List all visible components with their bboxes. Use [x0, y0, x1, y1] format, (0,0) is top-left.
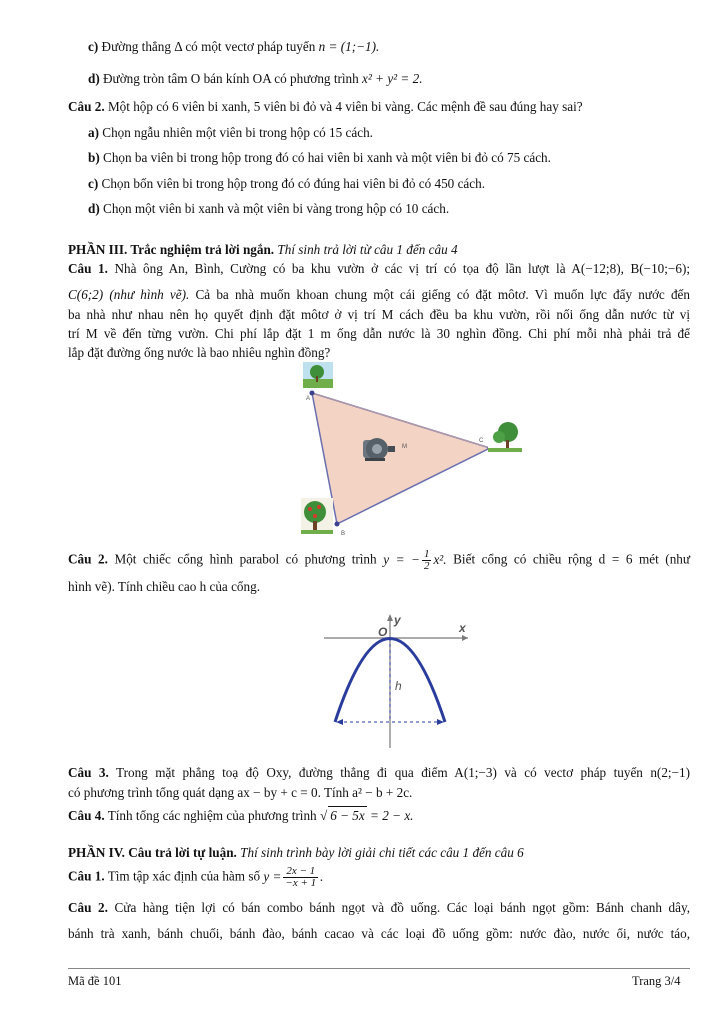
eq-prefix: y = −	[383, 551, 420, 567]
eq-numerator: 1	[423, 548, 430, 560]
function-denominator: −x + 1	[285, 877, 317, 889]
q2-option-b	[88, 149, 551, 166]
question-text: ba nhà như nhau nên họ quyết định đặt môtơ ở vị trí M cách đều ba khu vườn, rồi nối ống dẫn nước từ vị	[68, 307, 690, 322]
option-math: x² + y² = 2.	[362, 71, 423, 86]
option-label: c)	[88, 39, 99, 54]
label-c: C	[479, 438, 484, 444]
option-text: Chọn ngẫu nhiên một viên bi trong hộp có 15 cách.	[102, 125, 373, 140]
section-title: PHẦN IV. Câu trả lời tự luận.	[68, 845, 237, 860]
p3-q1-line5	[68, 344, 330, 361]
q2-option-d	[88, 200, 449, 217]
question-label: Câu 2.	[68, 551, 108, 567]
question-text: Một hộp có 6 viên bi xanh, 5 viên bi đỏ và 4 viên bi vàng. Các mệnh đề sau đúng hay sai?	[107, 99, 583, 114]
question-text: trí M về đến từng vườn. Chi phí lắp đặt 1 m ống dẫn nước là 30 nghìn đồng. Chi phí mỗi nhà phải trả để	[68, 326, 690, 341]
option-math: n = (1;−1).	[318, 39, 380, 54]
x-axis-arrow	[462, 635, 468, 641]
figure-note: (như hình vẽ).	[109, 287, 190, 302]
equation-rhs: = 2 − x.	[370, 808, 414, 823]
option-text: Chọn một viên bi xanh và một viên bi vàng trong hộp có 10 cách.	[103, 201, 450, 216]
question-label: Câu 1.	[68, 261, 108, 276]
part2-option-d	[88, 70, 423, 87]
function-lhs: y =	[263, 868, 282, 884]
question-text: Cả ba nhà muốn khoan chung một cái giếng có đặt môtơ. Vì muốn lực đẩy nước đến	[195, 287, 691, 302]
q2-option-a	[88, 124, 373, 141]
option-text: Chọn bốn viên bi trong hộp trong đó có đúng hai viên bi đỏ có 450 cách.	[101, 176, 486, 191]
question-label: Câu 1.	[68, 868, 105, 884]
question-label: Câu 4.	[68, 808, 105, 823]
garden-c-tree-icon	[488, 418, 522, 452]
function-fraction	[283, 866, 318, 889]
question-text: lắp đặt đường ống nước là bao nhiêu nghìn đồng?	[68, 345, 331, 360]
p3-q1-line4	[68, 325, 690, 342]
page-number: Trang 3/4	[632, 974, 681, 988]
p3-q4	[68, 806, 413, 824]
question-text: Tìm tập xác định của hàm số	[107, 868, 261, 884]
label-x: x	[459, 621, 466, 635]
section-note: Thí sinh trình bày lời giải chi tiết các câu 1 đến câu 6	[240, 845, 524, 860]
option-label: a)	[88, 125, 99, 140]
p3-q2-line1	[68, 549, 690, 572]
question-text: Biết cổng có chiều rộng d = 6 mét (như	[453, 551, 691, 567]
p4-q2-line2	[68, 925, 690, 942]
vertex-b	[335, 522, 340, 527]
section-note: Thí sinh trả lời từ câu 1 đến câu 4	[277, 242, 458, 257]
radical-equation: √ 6 − 5x = 2 − x.	[319, 808, 414, 823]
question-text: hình vẽ). Tính chiều cao h của cổng.	[68, 579, 261, 594]
question-text: Trong mặt phẳng toạ độ Oxy, đường thẳng đi qua điểm A(1;−3) và có vectơ pháp tuyến n(2;−1)	[116, 765, 691, 780]
p3-q1-line1	[68, 260, 690, 277]
question-label: Câu 2.	[68, 900, 108, 915]
function-expression: y = $\frac{2x - 1}{-x + 1}$ .	[263, 865, 324, 889]
option-text: Chọn ba viên bi trong hộp trong đó có hai viên bi xanh và một viên bi đỏ có 75 cách.	[103, 150, 551, 165]
label-h: h	[395, 679, 402, 693]
option-label: c)	[88, 176, 99, 191]
eq-denominator: 2	[423, 560, 430, 572]
y-axis-arrow	[387, 614, 393, 621]
option-text: Đường tròn tâm O bán kính OA có phương trình	[103, 71, 359, 86]
option-label: d)	[88, 201, 100, 216]
label-y: y	[394, 613, 401, 627]
p4-q1	[68, 866, 323, 889]
part3-heading	[68, 241, 458, 258]
option-label: b)	[88, 150, 100, 165]
label-m: M	[402, 444, 407, 450]
p4-q2-line1	[68, 899, 690, 916]
garden-a-tree-icon	[303, 362, 333, 388]
part2-option-c	[88, 38, 379, 55]
question-text: Một chiếc cổng hình parabol có phương trình	[114, 551, 377, 567]
q2-option-c	[88, 175, 485, 192]
question-text: bánh trà xanh, bánh chuối, bánh đào, bánh cacao và các loại đồ uống gồm: nước đào, nước ổi, nước táo,	[68, 926, 690, 941]
question-text: Nhà ông An, Bình, Cường có ba khu vườn ở các vị trí có tọa độ lần lượt là A(−12;8), B(−10;−6);	[114, 261, 691, 276]
parabola-figure	[318, 610, 478, 752]
p3-q1-line3	[68, 306, 690, 323]
option-text: Đường thẳng Δ có một vectơ pháp tuyến	[101, 39, 316, 54]
footer-divider	[68, 968, 690, 969]
section-title: PHẦN III. Trắc nghiệm trả lời ngắn.	[68, 242, 275, 257]
eq-fraction	[422, 549, 432, 572]
question-text: có phương trình tổng quát dạng ax − by + c = 0. Tính a² − b + 2c.	[68, 785, 413, 800]
vertex-a	[310, 391, 315, 396]
question-text: Cửa hàng tiện lợi có bán combo bánh ngọt và đồ uống. Các loại bánh ngọt gồm: Bánh chanh dây,	[114, 900, 691, 915]
exam-code: Mã đề 101	[68, 974, 122, 988]
eq-suffix: x².	[433, 551, 447, 567]
label-a: A	[306, 396, 311, 402]
question-label: Câu 2.	[68, 99, 105, 114]
triangle-figure	[295, 360, 530, 540]
label-o: O	[378, 625, 388, 639]
p3-q1-line2	[68, 286, 690, 303]
parabola-equation	[383, 548, 447, 572]
sqrt-body: 6 − 5x	[330, 808, 365, 823]
p3-q3-line2	[68, 784, 412, 801]
p3-q3-line1	[68, 764, 690, 781]
question-text: Tính tổng các nghiệm của phương trình	[107, 808, 317, 823]
label-b: B	[341, 531, 346, 537]
triangle-abc	[312, 393, 490, 524]
option-label: d)	[88, 71, 100, 86]
garden-b-tree-icon	[301, 498, 333, 534]
question-2-part2	[68, 98, 583, 115]
point-c: C(6;2)	[68, 287, 104, 302]
part4-heading	[68, 844, 524, 861]
p3-q2-line2	[68, 578, 260, 595]
question-label: Câu 3.	[68, 765, 109, 780]
function-numerator: 2x − 1	[283, 866, 318, 878]
